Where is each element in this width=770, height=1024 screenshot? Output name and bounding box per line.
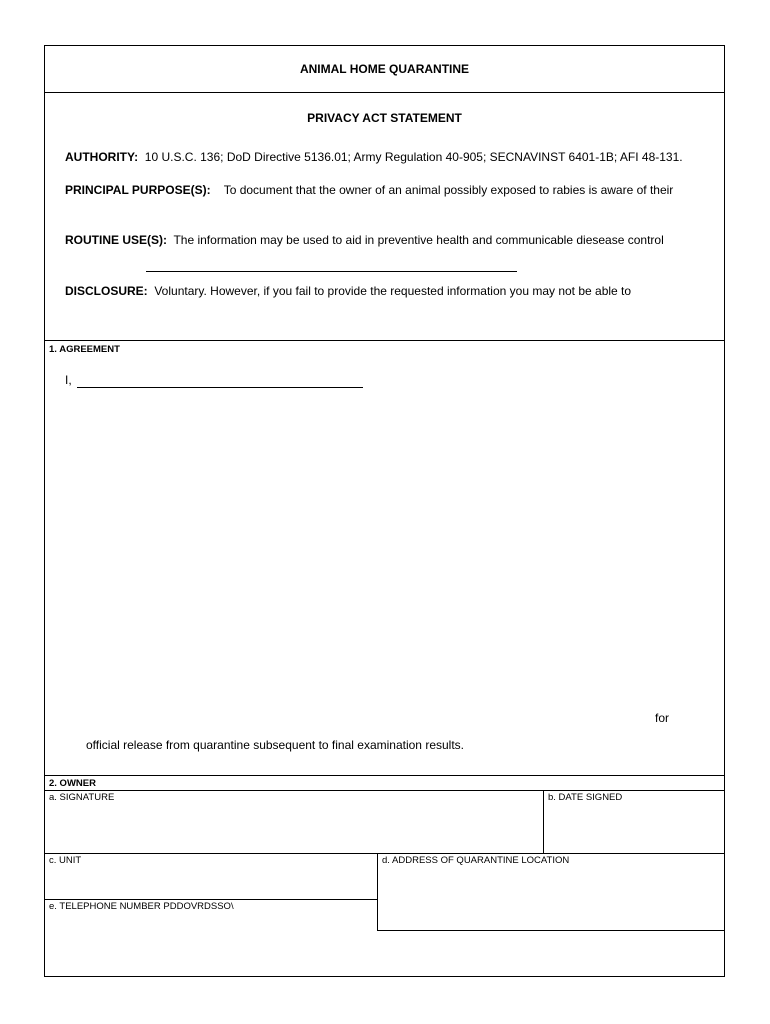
unit-telephone-divider	[44, 899, 378, 900]
routine-label: ROUTINE USE(S):	[65, 233, 167, 247]
address-bottom-divider	[377, 930, 725, 931]
purpose-label: PRINCIPAL PURPOSE(S):	[65, 183, 211, 197]
disclosure-label: DISCLOSURE:	[65, 284, 148, 298]
signature-label: a. SIGNATURE	[49, 792, 115, 803]
owner-label: 2. OWNER	[49, 778, 96, 789]
authority-line	[65, 150, 683, 164]
agreement-for-text: for	[655, 711, 670, 725]
authority-text: 10 U.S.C. 136; DoD Directive 5136.01; Army Regulation 40-905; SECNAVINST 6401-1B; AFI 48-131.	[144, 150, 683, 164]
disclosure-line	[65, 284, 631, 298]
unit-field[interactable]	[49, 870, 375, 898]
agreement-divider	[44, 775, 725, 776]
agreement-name-line	[77, 387, 363, 388]
privacy-divider	[44, 340, 725, 341]
unit-address-divider	[377, 853, 378, 931]
purpose-text: To document that the owner of an animal possibly exposed to rabies is aware of their	[223, 183, 674, 197]
disclosure-text: Voluntary. However, if you fail to provide the requested information you may not be able to	[154, 284, 632, 298]
agreement-release-text: official release from quarantine subsequent to final examination results.	[86, 738, 464, 752]
privacy-heading: PRIVACY ACT STATEMENT	[307, 111, 462, 125]
owner-header-divider	[44, 790, 725, 791]
routine-text: The information may be used to aid in preventive health and communicable diesease control	[173, 233, 664, 247]
telephone-field[interactable]	[49, 915, 375, 931]
signature-date-divider	[543, 790, 544, 853]
signature-field[interactable]	[49, 808, 541, 850]
routine-line	[65, 233, 664, 247]
signature-row-divider	[44, 853, 725, 854]
agreement-prefix: I,	[65, 373, 72, 387]
title-divider	[44, 92, 725, 93]
address-label: d. ADDRESS OF QUARANTINE LOCATION	[382, 855, 570, 866]
address-field[interactable]	[382, 870, 722, 930]
purpose-line	[65, 183, 673, 197]
unit-label: c. UNIT	[49, 855, 82, 866]
form-title: ANIMAL HOME QUARANTINE	[299, 62, 470, 76]
authority-label: AUTHORITY:	[65, 150, 139, 164]
date-signed-label: b. DATE SIGNED	[548, 792, 623, 803]
date-signed-field[interactable]	[548, 808, 724, 850]
routine-blank-line	[146, 271, 517, 272]
agreement-label: 1. AGREEMENT	[49, 344, 120, 355]
telephone-label: e. TELEPHONE NUMBER PDDOVRDSSO\	[49, 901, 234, 912]
